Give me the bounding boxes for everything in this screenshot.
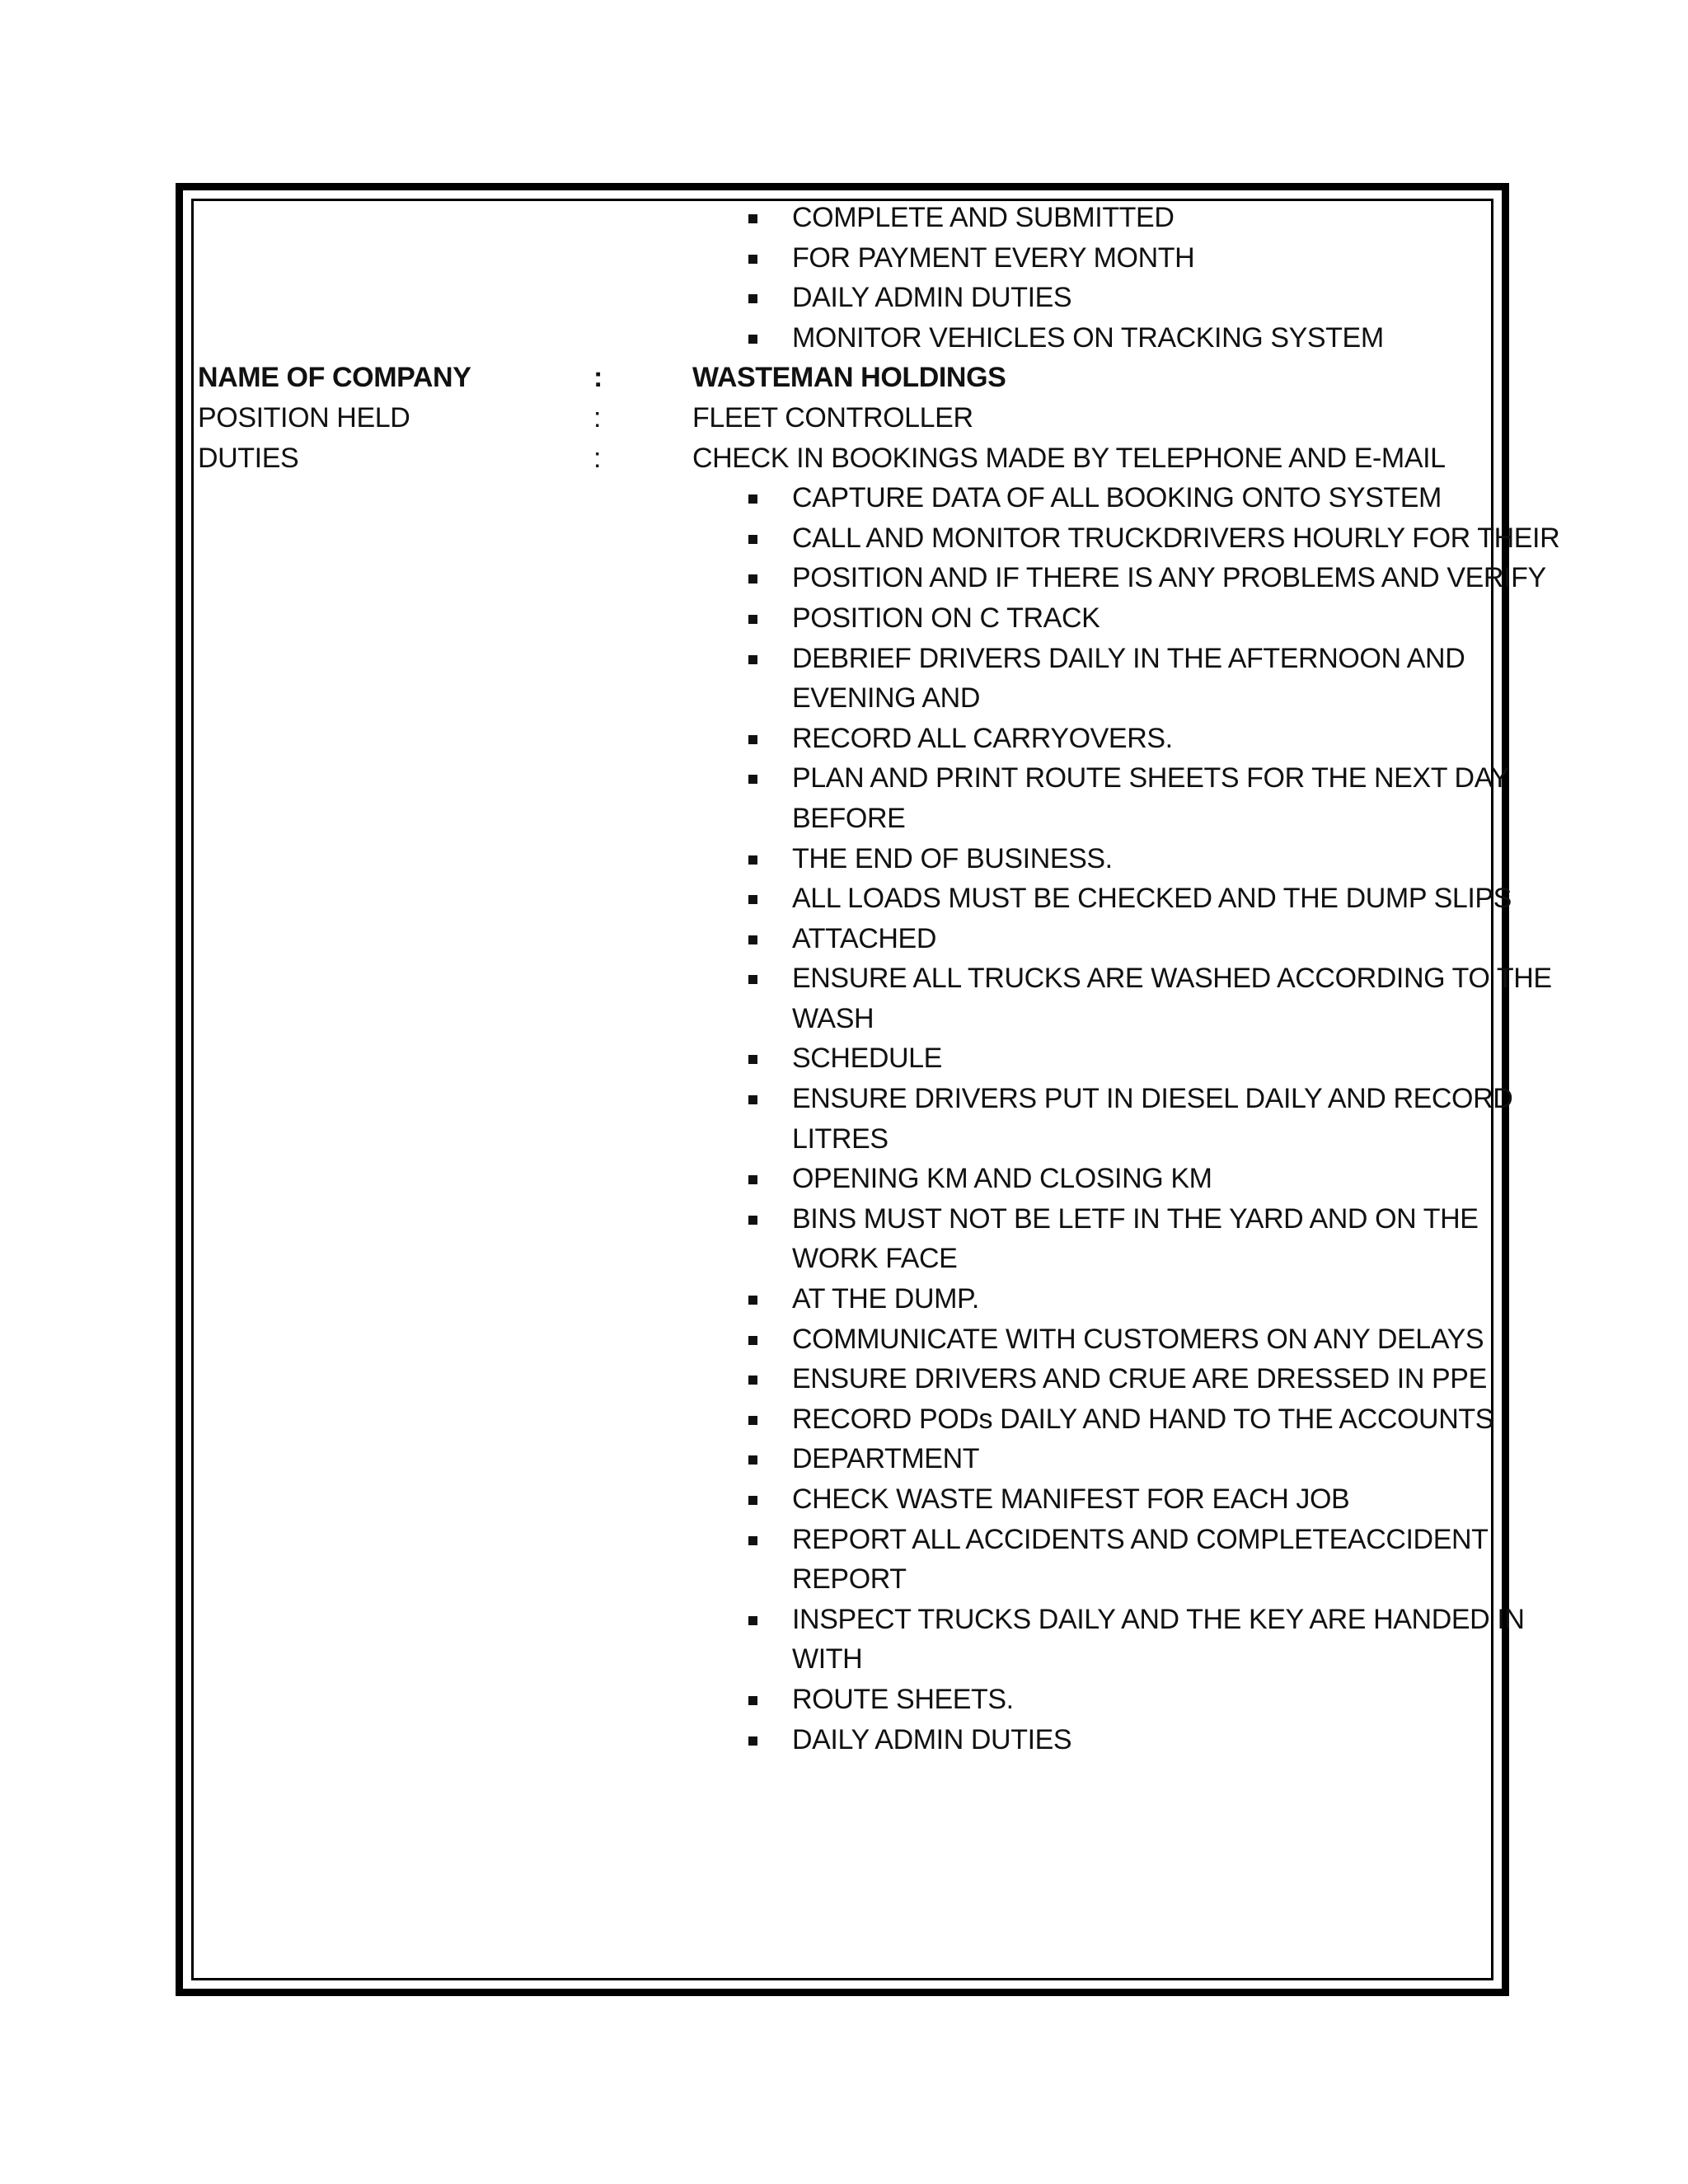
position-row <box>198 398 1500 438</box>
square-bullet-icon <box>748 255 757 264</box>
square-bullet-icon <box>748 975 757 984</box>
bullet-item <box>198 318 1500 359</box>
bullet-item <box>198 1399 1500 1440</box>
bullet-text: INSPECT TRUCKS DAILY AND THE KEY ARE HANDED IN <box>792 1603 1525 1635</box>
square-bullet-icon <box>748 935 757 944</box>
bullet-text: RECORD ALL CARRYOVERS. <box>792 722 1173 754</box>
square-bullet-icon <box>748 775 757 784</box>
bullet-text: ENSURE ALL TRUCKS ARE WASHED ACCORDING TO THE <box>792 963 1552 995</box>
square-bullet-icon <box>748 855 757 865</box>
company-colon: : <box>593 362 603 394</box>
bullet-text: COMMUNICATE WITH CUSTOMERS ON ANY DELAYS <box>792 1323 1484 1355</box>
company-row <box>198 358 1500 398</box>
bullet-item <box>198 598 1500 639</box>
square-bullet-icon <box>748 615 757 624</box>
square-bullet-icon <box>748 735 757 744</box>
bullet-text: CHECK WASTE MANIFEST FOR EACH JOB <box>792 1483 1350 1515</box>
bullet-text: DAILY ADMIN DUTIES <box>792 282 1072 314</box>
bullet-text: OPENING KM AND CLOSING KM <box>792 1163 1212 1195</box>
bullet-continuation <box>198 1559 1500 1600</box>
square-bullet-icon <box>748 214 757 223</box>
square-bullet-icon <box>748 535 757 544</box>
resume-content <box>198 198 1560 1760</box>
bullet-text: DEBRIEF DRIVERS DAILY IN THE AFTERNOON AND <box>792 642 1465 674</box>
square-bullet-icon <box>748 1376 757 1385</box>
continuation-text: WASH <box>792 1002 874 1034</box>
duties-list <box>198 478 1560 1760</box>
bullet-item <box>198 719 1500 759</box>
bullet-item <box>198 1199 1500 1240</box>
bullet-item <box>198 839 1500 879</box>
square-bullet-icon <box>748 1455 757 1465</box>
bullet-item <box>198 919 1500 959</box>
continuation-text: EVENING AND <box>792 682 980 715</box>
bullet-item <box>198 1038 1500 1079</box>
bullet-item <box>198 1439 1500 1479</box>
position-colon: : <box>593 401 602 434</box>
square-bullet-icon <box>748 1496 757 1505</box>
bullet-item <box>198 1680 1500 1720</box>
bullet-text: COMPLETE AND SUBMITTED <box>792 202 1175 233</box>
bullet-item <box>198 518 1560 559</box>
continuation-text: REPORT <box>792 1563 907 1596</box>
bullet-text: BINS MUST NOT BE LETF IN THE YARD AND ON THE <box>792 1202 1479 1235</box>
bullet-text: FOR PAYMENT EVERY MONTH <box>792 241 1195 274</box>
bullet-text: ATTACHED <box>792 922 936 954</box>
bullet-item <box>198 278 1500 318</box>
bullet-text: POSITION ON C TRACK <box>792 602 1100 634</box>
bullet-item <box>198 1359 1500 1399</box>
bullet-item <box>198 879 1512 919</box>
bullet-item <box>198 1159 1500 1199</box>
square-bullet-icon <box>748 1736 757 1746</box>
square-bullet-icon <box>748 335 757 344</box>
company-value: WASTEMAN HOLDINGS <box>692 362 1006 394</box>
continuation-text: LITRES <box>792 1122 889 1155</box>
continuation-text: WORK FACE <box>792 1243 958 1275</box>
bullet-item <box>198 1600 1525 1640</box>
bullet-continuation <box>198 1639 1500 1680</box>
square-bullet-icon <box>748 1216 757 1225</box>
bullet-item <box>198 1720 1500 1760</box>
bullet-text: DAILY ADMIN DUTIES <box>792 1723 1072 1755</box>
bullet-continuation <box>198 678 1500 719</box>
square-bullet-icon <box>748 1055 757 1064</box>
bullet-item <box>198 478 1500 518</box>
bullet-text: MONITOR VEHICLES ON TRACKING SYSTEM <box>792 321 1384 354</box>
bullet-text: ALL LOADS MUST BE CHECKED AND THE DUMP SLIPS <box>792 883 1512 915</box>
bullet-item <box>198 1319 1500 1360</box>
bullet-text: SCHEDULE <box>792 1043 942 1075</box>
bullet-text: CALL AND MONITOR TRUCKDRIVERS HOURLY FOR THEIR <box>792 522 1560 554</box>
square-bullet-icon <box>748 1416 757 1425</box>
bullet-item <box>198 198 1500 238</box>
bullet-item <box>198 558 1546 598</box>
square-bullet-icon <box>748 1296 757 1305</box>
bullet-item <box>198 1079 1513 1119</box>
bullet-text: ENSURE DRIVERS PUT IN DIESEL DAILY AND RECORD <box>792 1083 1513 1115</box>
bullet-text: AT THE DUMP. <box>792 1283 979 1315</box>
bullet-continuation <box>198 799 1500 839</box>
square-bullet-icon <box>748 494 757 504</box>
bullet-item <box>198 758 1509 799</box>
continuation-text: BEFORE <box>792 802 906 834</box>
duties-value: CHECK IN BOOKINGS MADE BY TELEPHONE AND E-MAIL <box>692 442 1446 474</box>
bullet-item <box>198 1520 1500 1560</box>
square-bullet-icon <box>748 1336 757 1345</box>
square-bullet-icon <box>748 655 757 664</box>
square-bullet-icon <box>748 1175 757 1184</box>
continuation-text: WITH <box>792 1643 863 1675</box>
square-bullet-icon <box>748 1536 757 1545</box>
square-bullet-icon <box>748 1616 757 1625</box>
bullet-item <box>198 238 1500 279</box>
position-value: FLEET CONTROLLER <box>692 401 973 434</box>
bullet-text: ROUTE SHEETS. <box>792 1683 1014 1715</box>
bullet-text: RECORD PODs DAILY AND HAND TO THE ACCOUNTS <box>792 1403 1493 1435</box>
bullet-text: PLAN AND PRINT ROUTE SHEETS FOR THE NEXT DAY <box>792 762 1509 794</box>
duties-label: DUTIES <box>198 442 299 474</box>
position-label: POSITION HELD <box>198 401 410 434</box>
square-bullet-icon <box>748 294 757 303</box>
bullet-text: ENSURE DRIVERS AND CRUE ARE DRESSED IN PPE <box>792 1363 1487 1395</box>
bullet-item <box>198 1279 1500 1319</box>
bullet-continuation <box>198 999 1500 1039</box>
square-bullet-icon <box>748 574 757 583</box>
bullet-item <box>198 958 1552 999</box>
bullet-text: CAPTURE DATA OF ALL BOOKING ONTO SYSTEM <box>792 482 1442 514</box>
square-bullet-icon <box>748 1696 757 1705</box>
company-label: NAME OF COMPANY <box>198 362 471 394</box>
bullet-text: POSITION AND IF THERE IS ANY PROBLEMS AND VERIFY <box>792 562 1546 594</box>
duties-colon: : <box>593 442 602 474</box>
bullet-text: DEPARTMENT <box>792 1443 980 1475</box>
bullet-item <box>198 639 1500 679</box>
bullet-text: REPORT ALL ACCIDENTS AND COMPLETEACCIDENT <box>792 1523 1489 1555</box>
square-bullet-icon <box>748 1095 757 1104</box>
bullet-text: THE END OF BUSINESS. <box>792 842 1113 874</box>
square-bullet-icon <box>748 895 757 904</box>
duties-row <box>198 438 1500 479</box>
bullet-continuation <box>198 1119 1500 1160</box>
bullet-item <box>198 1479 1500 1520</box>
bullet-continuation <box>198 1239 1500 1279</box>
